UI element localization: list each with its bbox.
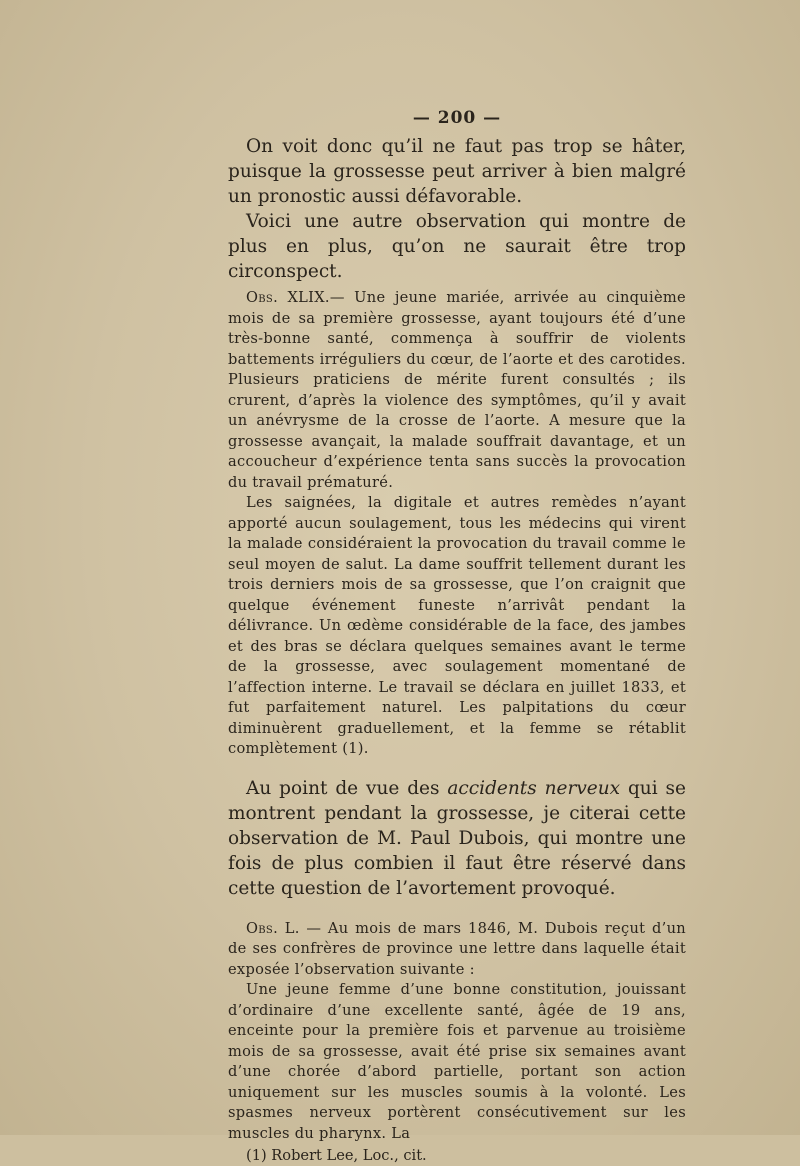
p5-text-before: Au point de vue des xyxy=(246,777,448,799)
p5-text-after: qui se montrent pendant la grossesse, je citerai cette observation de M. Paul Dubois, qui montre une fois de plus combien il faut être réservé dans cette question de l’avortement provoqué. xyxy=(228,777,686,899)
p5-emphasis: accidents nerveux xyxy=(447,777,621,799)
observation-50-intro xyxy=(228,919,686,981)
observation-50-continued: Une jeune femme d’une bonne constitution, jouissant d’ordinaire d’une excellente santé, âgée de 19 ans, enceinte pour la première fois et parvenue au troisième mois de sa grossesse, avait été prise six semaines avant d’une chorée d’abord partielle, portant son action uniquement sur les muscles soumis à la volonté. Les spasmes nerveux portèrent consécutivement sur les muscles du pharynx. La xyxy=(228,981,686,1142)
observation-49-label: Obs. XLIX.— xyxy=(246,289,345,306)
observation-49-continued: Les saignées, la digitale et autres remèdes n’ayant apporté aucun soulagement, tous les médecins qui virent la malade considéraient la provocation du travail comme le seul moyen de salut. La dame souffrit tellement durant les trois derniers mois de sa grossesse, que l’on craignit que quelque événement funeste n’arrivât pendant la délivrance. Un œdème considérable de la face, des jambes et des bras se déclara quelques semaines avant le terme de la grossesse, avec soulagement momentané de l’affection interne. Le travail se déclara en juillet 1833, et fut parfaitement naturel. Les palpitations du cœur diminuèrent graduellement, et la femme se rétablit complètement (1). xyxy=(228,494,686,757)
paragraph-2: Voici une autre observation qui montre de plus en plus, qu’on ne saurait être trop circonspect. xyxy=(228,211,686,282)
text-block xyxy=(228,108,686,1166)
observation-50-label: Obs. L. — xyxy=(246,919,322,937)
page-number: — 200 — xyxy=(412,108,502,128)
observation-49-intro xyxy=(228,288,686,493)
observation-50-text: Au mois de mars 1846, M. Dubois reçut d’un de ses confrères de province une lettre dans laquelle était exposée l’observation suivante : xyxy=(228,919,686,978)
observation-49-text: Une jeune mariée, arrivée au cinquième mois de sa première grossesse, ayant toujours été d’une très-bonne santé, commença à souffrir de violents battements irréguliers du cœur, de l’aorte et des carotides. Plusieurs praticiens de mérite furent consultés ; ils crurent, d’après la violence des symptômes, qu’il y avait un anévrysme de la crosse de l’aorte. A mesure que la grossesse avançait, la malade souffrait davantage, et un accoucheur d’expérience tenta sans succès la provocation du travail prématuré. xyxy=(228,289,686,491)
footnote: (1) Robert Lee, Loc., cit. xyxy=(246,1147,427,1164)
paragraph-nervous-accidents xyxy=(228,776,686,901)
paragraph-1: On voit donc qu’il ne faut pas trop se hâter, puisque la grossesse peut arriver à bien malgré un pronostic aussi défavorable. xyxy=(228,136,686,207)
